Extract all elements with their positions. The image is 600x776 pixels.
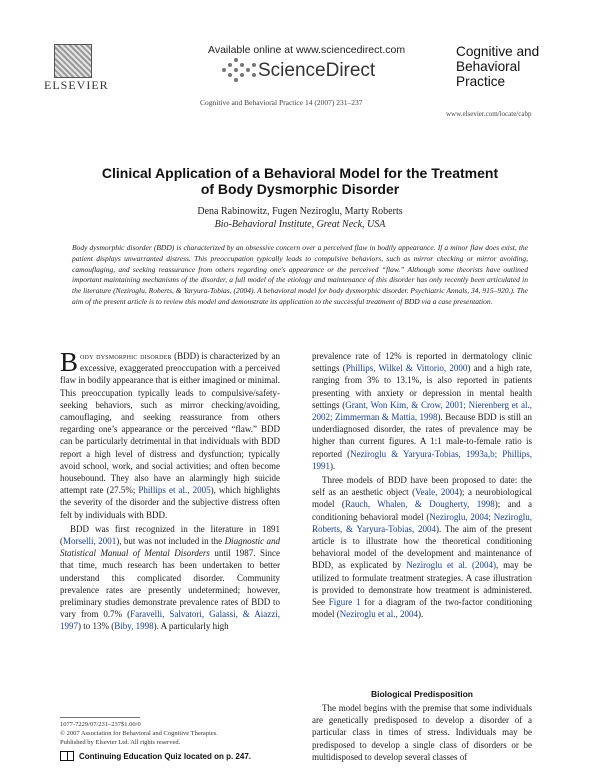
issn-line: 1077-7229/07/231–237$1.00/0 [60, 721, 141, 728]
journal-logo-line: Cognitive and [456, 44, 540, 59]
italic-text: Diagnostic and Statistical Manual of Mental Disorders [60, 536, 281, 559]
citation-link[interactable]: Neziroglu, 2004; Neziroglu, Roberts, & Yaryura-Tobias, 2004 [312, 511, 532, 534]
citation-link[interactable]: Biby, 1998 [114, 621, 154, 632]
text-run: until 1987. Since that time, much research has been undertaken to better understand this complicated disorder. Community prevalence rates are presently undetermined; however, preliminary studies demonstrate prevalence rates of BDD to vary from 0.7% ( [60, 548, 280, 620]
footnote-block [60, 720, 288, 747]
ce-quiz-note[interactable] [60, 751, 288, 761]
article-abstract: Body dysmorphic disorder (BDD) is characterized by an obsessive concern over a perceived flaw in bodily appearance. If a minor flaw does exist, the patient displays unwarranted distress. This preoccupation typically leads to compulsive behaviors, such as mirror checking or mirror avoiding, camouflaging, and seeking reassurance from others regarding one's appearance or the perceived “flaw.” Although some theorists have outlined important maintaining mechanisms of the disorder, a full model of the etiology and maintenance of this disorder has only recently been articulated in the literature (Neziroglu, Roberts, & Yaryura-Tobias, (2004). A behavioral model for body dysmorphic disorder. Psychiatric Annals, 34, 915–920.). The aim of the present article is to review this model and demonstrate its application to the successful treatment of BDD via a case presentation. [72, 243, 528, 306]
text-run: ), which highlights the severity of the disorder and the subjective distress often felt by individuals with BDD. [60, 485, 280, 520]
citation-link[interactable]: Phillips et al., 2005 [138, 485, 211, 496]
publisher-name: ELSEVIER [44, 78, 109, 92]
article-title-line: Clinical Application of a Behavioral Model for the Treatment [101, 165, 499, 181]
journal-logo-line: Practice [456, 74, 506, 89]
text-run: ); a neurobiological model ( [312, 487, 532, 510]
citation-link[interactable]: Grant, Won Kim, & Crow, 2001; Nierenberg et al., 2002; Zimmerman & Mattia, 1998 [312, 399, 533, 423]
citation-link[interactable]: Rauch, Whalen, & Dougherty, 1998 [344, 499, 495, 510]
copyright-line: © 2007 Association for Behavioral and Cognitive Therapies. [60, 730, 218, 737]
text-run: ). [330, 460, 336, 471]
text-run: ) and a high rate, ranging from 3% to 13.1%, is also reported in patients presenting with anxiety or depression in mental health settings ( [312, 363, 532, 410]
right-column-section-body [312, 702, 532, 763]
citation-link[interactable]: Neziroglu & Yaryura-Tobias, 1993a,b; Phillips, 1991 [312, 448, 533, 471]
text-run: , may be utilized to formulate treatment strategies. A case illustration is provided to demonstrate how treatment is administered. See [312, 560, 532, 608]
text-run: ), but was not included in the [116, 536, 225, 547]
available-online-text: Available online at www.sciencedirect.com [208, 44, 406, 56]
article-authors: Dena Rabinowitz, Fugen Neziroglu, Marty Roberts [197, 206, 403, 217]
text-run: for a diagram of the two-factor conditioning model ( [312, 597, 533, 620]
citation-link[interactable]: Morselli, 2001 [63, 536, 117, 547]
publisher-note: Published by Elsevier Ltd. All rights reserved. [60, 739, 181, 746]
footnote-divider [60, 717, 140, 718]
text-run: ). The aim of the present article is to illustrate how the theoretical conditioning behavioral model of the development and maintenance of BDD, as explicated by [312, 523, 532, 571]
paragraph [312, 474, 532, 620]
section-heading: Biological Predisposition [370, 689, 473, 699]
text-run: prevalence rate of 12% is reported in dermatology clinic settings ( [312, 351, 532, 374]
right-column [312, 350, 532, 622]
figure-link[interactable]: Figure 1 [328, 597, 361, 608]
ce-quiz-text: Continuing Education Quiz located on p. 247. [79, 751, 252, 761]
sciencedirect-logo: ScienceDirect [258, 60, 376, 81]
citation-link[interactable]: Faravelli, Salvatori, Galassi, & Aiazzi, 1997 [60, 609, 281, 632]
text-run: ). Because BDD is still an underdiagnosed disorder, the rates of prevalence may be higher than current figures. A 1:1 male-to-female ratio is reported ( [312, 412, 532, 459]
citation-link[interactable]: Phillips, Wilkel & Vittorio, 2000 [345, 363, 468, 374]
elsevier-logo [40, 44, 109, 96]
paragraph [60, 347, 280, 521]
elsevier-tree-icon [54, 44, 92, 78]
paragraph [312, 350, 532, 472]
citation-link[interactable]: Veale, 2004 [415, 487, 459, 498]
text-run: ). A particularly high [153, 621, 229, 632]
text-run: ) to 13% ( [78, 621, 115, 632]
left-column [60, 347, 281, 635]
journal-citation: Cognitive and Behavioral Practice 14 (2007) 231–237 [200, 98, 363, 107]
book-icon [60, 751, 74, 761]
article-title-line: of Body Dysmorphic Disorder [200, 181, 400, 197]
paragraph: The model begins with the premise that some individuals are genetically predisposed to develop a disorder of a particular class in times of stress. Individuals may be predisposed to develop a single class of disorders or be multidisposed to develop several classes of [312, 703, 532, 762]
citation-link[interactable]: Neziroglu et al., 2004 [339, 609, 418, 620]
journal-logo [456, 44, 556, 89]
drop-cap: B [60, 347, 79, 377]
article-title [80, 165, 520, 197]
paragraph [60, 523, 280, 633]
page-header [0, 0, 600, 124]
article-affiliation: Bio-Behavioral Institute, Great Neck, USA [214, 219, 386, 230]
text-run: Three models of BDD have been proposed to date: the self as an aesthetic object ( [312, 475, 532, 498]
journal-url-link[interactable]: www.elsevier.com/locate/cabp [446, 110, 532, 118]
text-run: (BDD) is characterized by an excessive, exaggerated preoccupation with a perceived flaw in bodily appearance that is either imagined or minimal. This preoccupation typically leads to compulsive/safety-seeking behaviors, such as mirror checking/avoiding, camouflaging, and seeking reassurance from others regarding one’s appearance or the perceived “flaw.” BDD can be particularly detrimental in that individuals with BDD report a high level of distress and dysfunction; typically avoid school, work, and social activities; and often become housebound. They also have an alarmingly high suicide attempt rate (27.5%; [60, 351, 280, 496]
text-run: BDD was first recognized in the literature in 1891 ( [60, 523, 280, 547]
journal-logo-line: Behavioral [456, 59, 521, 74]
text-run: ). [417, 609, 424, 620]
text-run: ); and a conditioning behavioral model ( [312, 499, 532, 522]
sciencedirect-dots-icon [222, 58, 256, 82]
smallcaps-lead: ody dysmorphic disorder [80, 351, 172, 361]
citation-link[interactable]: Neziroglu et al. (2004) [406, 560, 497, 571]
